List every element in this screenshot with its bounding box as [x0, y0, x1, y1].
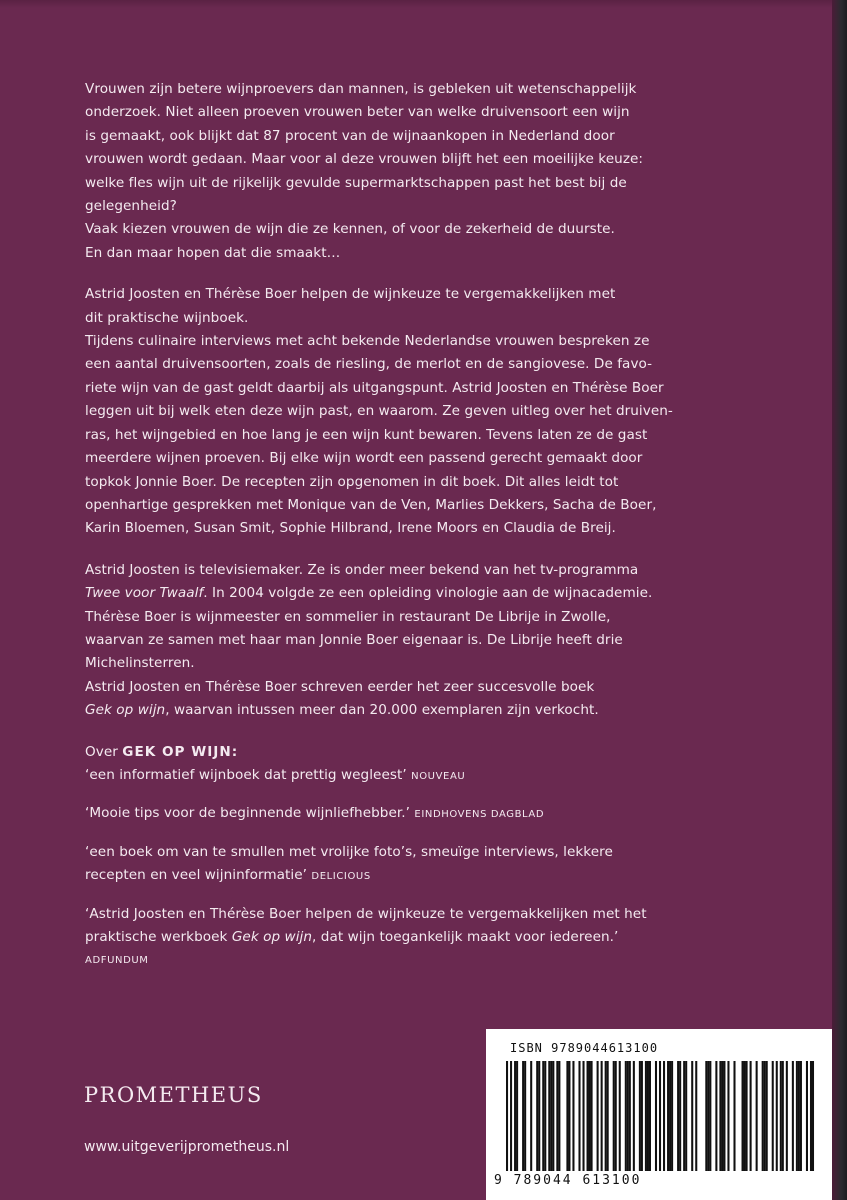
barcode-bar [667, 1061, 669, 1171]
review-quote: ‘een informatief wijnboek dat prettig wegleest’ NOUVEAU [85, 766, 466, 783]
barcode-bar [806, 1061, 808, 1171]
barcode-bar [556, 1061, 558, 1171]
barcode-bar [524, 1061, 526, 1171]
barcode-bar [655, 1061, 657, 1171]
publisher-website: www.uitgeverijprometheus.nl [84, 1139, 290, 1155]
review-quote: praktische werkboek Gek op wijn, dat wijn toegankelijk maakt voor iedereen.’ [85, 929, 619, 945]
barcode-bar [677, 1061, 679, 1171]
barcode-bar [786, 1061, 788, 1171]
barcode-bar [629, 1061, 631, 1171]
barcode-bar [639, 1061, 641, 1171]
barcode-bar [792, 1061, 794, 1171]
barcode-bar [766, 1061, 768, 1171]
barcode-bar [530, 1061, 532, 1171]
barcode-bar [649, 1061, 651, 1171]
barcode-bar [591, 1061, 593, 1171]
barcode-bar [671, 1061, 673, 1171]
barcode-bar [615, 1061, 617, 1171]
text-line: topkok Jonnie Boer. De recepten zijn opgenomen in dit boek. Dit alles leidt tot [85, 473, 619, 490]
barcode-bar [627, 1061, 629, 1171]
barcode-bar [597, 1061, 599, 1171]
barcode-bar [798, 1061, 800, 1171]
barcode-bar [719, 1061, 721, 1171]
barcode-bars [506, 1061, 816, 1173]
barcode-bar [685, 1061, 687, 1171]
barcode-bar [659, 1061, 661, 1171]
barcode-bar [750, 1061, 752, 1171]
text-line: meerdere wijnen proeven. Bij elke wijn wordt een passend gerecht gemaakt door [85, 450, 643, 467]
barcode-bar [601, 1061, 603, 1171]
barcode-bar [812, 1061, 814, 1171]
barcode-bar [514, 1061, 516, 1171]
text-line: openhartige gesprekken met Monique van de Ven, Marlies Dekkers, Sacha de Boer, [85, 496, 657, 513]
barcode-bar [776, 1061, 778, 1171]
cover-top-edge [0, 0, 832, 8]
barcode-bar [578, 1061, 580, 1171]
barcode-bar [723, 1061, 725, 1171]
text-line: Vaak kiezen vrouwen de wijn die ze kennen, of voor de zekerheid de duurste. [85, 221, 615, 238]
barcode-bar [727, 1061, 729, 1171]
content-paragraph [85, 283, 805, 540]
barcode-bar [548, 1061, 550, 1171]
barcode-bar [780, 1061, 782, 1171]
barcode-bar [709, 1061, 711, 1171]
blurb-text [85, 78, 805, 973]
publisher-logo: PROMETHEUS [84, 1083, 263, 1107]
book-title: Gek op wijn [85, 702, 166, 719]
barcode-bar [756, 1061, 758, 1171]
text-line: Thérèse Boer is wijnmeester en sommelier in restaurant De Librije in Zwolle, [85, 608, 611, 625]
barcode-bar [746, 1061, 748, 1171]
barcode-bar [715, 1061, 717, 1171]
text-line: Tijdens culinaire interviews met acht bekende Nederlandse vrouwen bespreken ze [85, 333, 650, 350]
barcode-bar [810, 1061, 812, 1171]
text-line: ras, het wijngebied en hoe lang je een wijn kunt bewaren. Tevens laten ze de gast [85, 426, 648, 443]
barcode-bar [587, 1061, 589, 1171]
barcode-bar [796, 1061, 798, 1171]
review-quote: ‘Mooie tips voor de beginnende wijnliefhebber.’ EINDHOVENS DAGBLAD [85, 805, 545, 822]
text-line: welke fles wijn uit de rijkelijk gevulde supermarktschappen past het best bij de [85, 174, 627, 191]
review-source: EINDHOVENS DAGBLAD [414, 809, 545, 821]
barcode-bar [633, 1061, 635, 1171]
intro-paragraph [85, 78, 805, 265]
barcode-bar [707, 1061, 709, 1171]
reviews-heading: Over GEK OP WIJN: [85, 743, 239, 760]
barcode-bar [679, 1061, 681, 1171]
barcode-bar [619, 1061, 621, 1171]
barcode-bar [764, 1061, 766, 1171]
barcode-bar [544, 1061, 546, 1171]
text-line: een aantal druivensoorten, zoals de riesling, de merlot en de sangiovese. De favo- [85, 356, 653, 373]
text-line: leggen uit bij welk eten deze wijn past, en waarom. Ze geven uitleg over het druiven- [85, 403, 673, 420]
text-line: onderzoek. Niet alleen proeven vrouwen beter van welke druivensoort een wijn [85, 104, 630, 121]
barcode-bar [641, 1061, 643, 1171]
barcode-bar [552, 1061, 554, 1171]
review-source: DELICIOUS [311, 871, 371, 883]
text-line: Astrid Joosten en Thérèse Boer schreven eerder het zeer succesvolle boek [85, 678, 595, 695]
barcode-bar [542, 1061, 544, 1171]
barcode-digits: 9 789044 613100 [494, 1173, 642, 1188]
barcode-bar [645, 1061, 647, 1171]
review-quote: recepten en veel wijninformatie’ DELICIOUS [85, 867, 371, 884]
text-line: Karin Bloemen, Susan Smit, Sophie Hilbrand, Irene Moors en Claudia de Breij. [85, 520, 616, 537]
review-quote: ‘Astrid Joosten en Thérèse Boer helpen de wijnkeuze te vergemakkelijken met het [85, 905, 647, 922]
barcode-bar [733, 1061, 735, 1171]
tv-show-title: Twee voor Twaalf [85, 585, 204, 602]
barcode-bar [582, 1061, 584, 1171]
barcode-bar [536, 1061, 538, 1171]
barcode-bar [605, 1061, 607, 1171]
barcode-bar [572, 1061, 574, 1171]
barcode-bar [695, 1061, 697, 1171]
barcode-bar [782, 1061, 784, 1171]
barcode-bar [516, 1061, 518, 1171]
text-line: riete wijn van de gast geldt daarbij als uitgangspunt. Astrid Joosten en Thérèse Boer [85, 379, 664, 396]
barcode-bar [589, 1061, 591, 1171]
barcode-bar [800, 1061, 802, 1171]
barcode-bar [721, 1061, 723, 1171]
barcode-bar [566, 1061, 568, 1171]
text-line: En dan maar hopen dat die smaakt… [85, 244, 341, 261]
authors-paragraph [85, 559, 805, 723]
barcode-bar [647, 1061, 649, 1171]
text-line: is gemaakt, ook blijkt dat 87 procent van de wijnaankopen in Nederland door [85, 127, 615, 144]
barcode-bar [613, 1061, 615, 1171]
reviews-section [85, 741, 805, 973]
barcode-bar [568, 1061, 570, 1171]
text-line: gelegenheid? [85, 198, 177, 215]
text-line: Astrid Joosten en Thérèse Boer helpen de wijnkeuze te vergemakkelijken met [85, 286, 616, 303]
barcode-bar [607, 1061, 609, 1171]
barcode-bar [762, 1061, 764, 1171]
barcode-bar [742, 1061, 744, 1171]
barcode-bar [705, 1061, 707, 1171]
text-line: Twee voor Twaalf. In 2004 volgde ze een opleiding vinologie aan de wijnacademie. [85, 585, 653, 602]
text-line: Michelinsterren. [85, 655, 195, 672]
text-line: Vrouwen zijn betere wijnproevers dan mannen, is gebleken uit wetenschappelijk [85, 81, 637, 97]
barcode-bar [772, 1061, 774, 1171]
book-edge [832, 0, 847, 1200]
barcode [486, 1029, 832, 1200]
barcode-bar [550, 1061, 552, 1171]
barcode-bar [744, 1061, 746, 1171]
review-source: NOUVEAU [411, 770, 466, 782]
barcode-bar [663, 1061, 665, 1171]
barcode-bar [683, 1061, 685, 1171]
text-line: dit praktische wijnboek. [85, 309, 249, 326]
review-source: ADFUNDUM [85, 955, 149, 967]
barcode-bar [522, 1061, 524, 1171]
barcode-bar [510, 1061, 512, 1171]
barcode-bar [669, 1061, 671, 1171]
text-line: Astrid Joosten is televisiemaker. Ze is onder meer bekend van het tv-programma [85, 561, 639, 578]
barcode-bar [506, 1061, 508, 1171]
barcode-bar [538, 1061, 540, 1171]
text-line: Gek op wijn, waarvan intussen meer dan 20.000 exemplaren zijn verkocht. [85, 702, 599, 719]
review-quote: ‘een boek om van te smullen met vrolijke foto’s, smeuïge interviews, lekkere [85, 843, 613, 860]
barcode-bar [691, 1061, 693, 1171]
isbn-label: ISBN 9789044613100 [510, 1041, 659, 1055]
barcode-bar [625, 1061, 627, 1171]
text-line: waarvan ze samen met haar man Jonnie Boer eigenaar is. De Librije heeft drie [85, 631, 623, 648]
barcode-bar [558, 1061, 560, 1171]
text-line: vrouwen wordt gedaan. Maar voor al deze vrouwen blijft het een moeilijke keuze: [85, 151, 644, 168]
